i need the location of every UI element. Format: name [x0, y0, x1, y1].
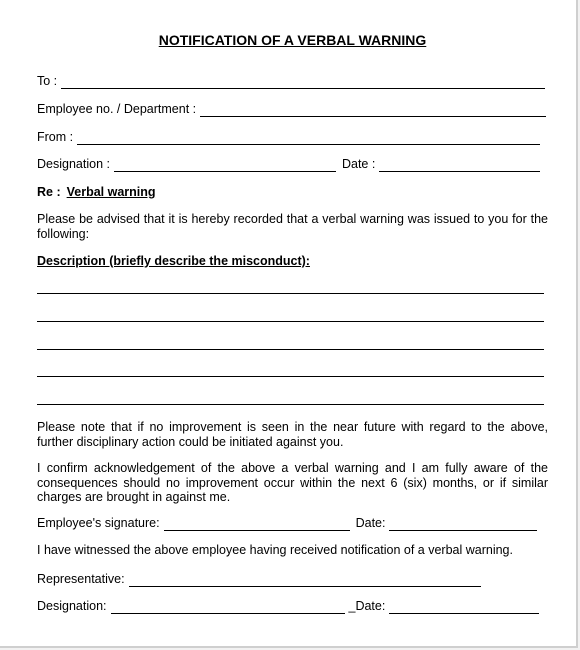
employee-signature-row	[37, 516, 537, 531]
employee-signature-field[interactable]	[164, 518, 350, 531]
signature-date-label: Date:	[355, 516, 386, 530]
representative-label: Representative:	[37, 572, 125, 586]
from-label: From :	[37, 130, 74, 144]
document-title: NOTIFICATION OF A VERBAL WARNING	[158, 32, 427, 48]
employee-no-label: Employee no. / Department :	[37, 102, 197, 116]
date-field[interactable]	[379, 159, 540, 172]
to-label: To :	[37, 74, 58, 88]
description-line-4[interactable]	[37, 376, 544, 377]
date-label: Date :	[341, 157, 376, 171]
re-row	[37, 185, 546, 200]
description-line-3[interactable]	[37, 349, 544, 350]
employee-signature-label: Employee's signature:	[37, 516, 160, 530]
designation2-field[interactable]	[111, 601, 345, 614]
date2-field[interactable]	[389, 601, 539, 614]
to-row	[37, 74, 545, 89]
from-field[interactable]	[77, 132, 540, 145]
intro-paragraph: Please be advised that it is hereby recorded that a verbal warning was issued to you for the following:	[37, 212, 548, 241]
signature-date-field[interactable]	[389, 518, 537, 531]
description-heading: Description (briefly describe the misconduct):	[37, 254, 310, 268]
from-row	[37, 130, 540, 145]
re-label: Re :	[37, 185, 61, 199]
description-heading-row	[37, 254, 546, 269]
to-field[interactable]	[61, 76, 545, 89]
note-paragraph: Please note that if no improvement is seen in the near future with regard to the above, further disciplinary action could be initiated against you.	[37, 420, 548, 449]
representative-row	[37, 572, 481, 587]
employee-no-row	[37, 102, 546, 117]
re-subject: Verbal warning	[66, 185, 156, 199]
representative-field[interactable]	[129, 574, 481, 587]
employee-no-field[interactable]	[200, 104, 546, 117]
witness-statement: I have witnessed the above employee having received notification of a verbal warning.	[37, 543, 513, 557]
description-line-1[interactable]	[37, 293, 544, 294]
acknowledgement-paragraph: I confirm acknowledgement of the above a verbal warning and I am fully aware of the consequences should no improvement occur within the next 6 (six) months, or if similar charges are brought in against me.	[37, 461, 548, 504]
designation-row	[37, 157, 540, 172]
description-line-5[interactable]	[37, 404, 544, 405]
designation-field[interactable]	[114, 159, 336, 172]
description-line-2[interactable]	[37, 321, 544, 322]
designation-label: Designation :	[37, 157, 110, 171]
date2-label: _Date:	[348, 599, 386, 613]
designation2-label: Designation:	[37, 599, 107, 613]
designation2-row	[37, 599, 539, 614]
witness-row	[37, 543, 546, 558]
